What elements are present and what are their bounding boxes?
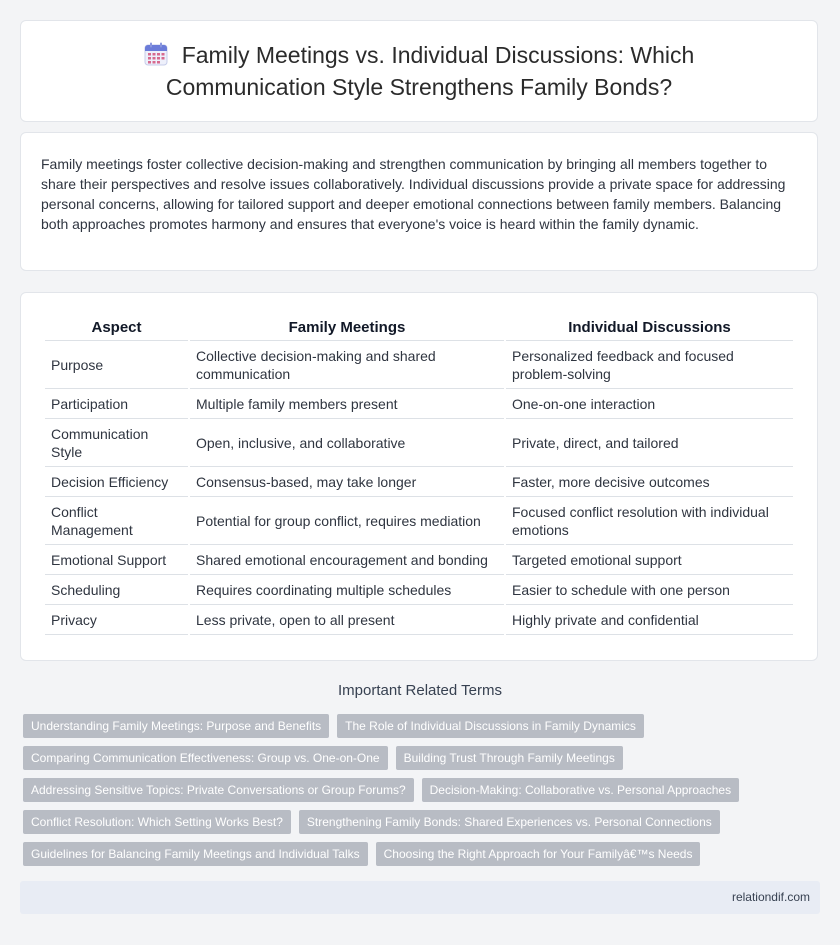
cell-aspect: Participation (45, 389, 188, 419)
cell-individual-discussions: Private, direct, and tailored (506, 419, 793, 467)
table-row (45, 497, 793, 545)
cell-family-meetings: Shared emotional encouragement and bonding (190, 545, 504, 575)
cell-individual-discussions: One-on-one interaction (506, 389, 793, 419)
cell-aspect: Decision Efficiency (45, 467, 188, 497)
cell-family-meetings: Less private, open to all present (190, 605, 504, 635)
related-term-tag[interactable]: Building Trust Through Family Meetings (396, 746, 623, 770)
table-row (45, 389, 793, 419)
cell-family-meetings: Multiple family members present (190, 389, 504, 419)
related-term-tag[interactable]: Guidelines for Balancing Family Meetings and Individual Talks (23, 842, 368, 866)
table-row (45, 575, 793, 605)
cell-aspect: Communication Style (45, 419, 188, 467)
cell-aspect: Privacy (45, 605, 188, 635)
table-header-row (45, 313, 793, 341)
header-individual-discussions: Individual Discussions (506, 313, 793, 341)
related-term-tag[interactable]: Addressing Sensitive Topics: Private Conversations or Group Forums? (23, 778, 414, 802)
related-term-tag[interactable]: Comparing Communication Effectiveness: Group vs. One-on-One (23, 746, 388, 770)
title-line-1: Family Meetings vs. Individual Discussions: Which (181, 41, 695, 68)
comparison-table-card (20, 292, 818, 661)
cell-family-meetings: Consensus-based, may take longer (190, 467, 504, 497)
cell-individual-discussions: Easier to schedule with one person (506, 575, 793, 605)
title-line-2: Communication Style Strengthens Family Bonds? (165, 73, 673, 100)
cell-family-meetings: Potential for group conflict, requires mediation (190, 497, 504, 545)
table-row (45, 467, 793, 497)
cell-family-meetings: Open, inclusive, and collaborative (190, 419, 504, 467)
related-term-tag[interactable]: Strengthening Family Bonds: Shared Experiences vs. Personal Connections (299, 810, 720, 834)
cell-aspect: Conflict Management (45, 497, 188, 545)
cell-aspect: Scheduling (45, 575, 188, 605)
intro-card (20, 132, 818, 271)
cell-individual-discussions: Focused conflict resolution with individual emotions (506, 497, 793, 545)
cell-family-meetings: Requires coordinating multiple schedules (190, 575, 504, 605)
cell-aspect: Emotional Support (45, 545, 188, 575)
related-term-tag[interactable]: Choosing the Right Approach for Your Familyâ€™s Needs (376, 842, 701, 866)
table-row (45, 605, 793, 635)
related-terms-list (23, 714, 813, 866)
header-aspect: Aspect (45, 313, 188, 341)
cell-individual-discussions: Personalized feedback and focused problem-solving (506, 341, 793, 389)
related-term-tag[interactable]: The Role of Individual Discussions in Family Dynamics (337, 714, 644, 738)
page-title (144, 41, 695, 102)
related-term-tag[interactable]: Decision-Making: Collaborative vs. Personal Approaches (422, 778, 739, 802)
table-row (45, 419, 793, 467)
header-family-meetings: Family Meetings (190, 313, 504, 341)
cell-family-meetings: Collective decision-making and shared communication (190, 341, 504, 389)
intro-paragraph: Family meetings foster collective decision-making and strengthen communication by bringing all members together to share their perspectives and resolve issues collaboratively. Individual discussions provide a private space for addressing personal concerns, allowing for tailored support and deeper emotional connections between family members. Balancing both approaches promotes harmony and ensures that everyone's voice is heard within the family dynamic. (41, 156, 786, 232)
related-terms-heading: Important Related Terms (338, 682, 502, 699)
related-term-tag[interactable]: Conflict Resolution: Which Setting Works Best? (23, 810, 291, 834)
footer-bar (20, 881, 820, 914)
calendar-icon (144, 42, 168, 73)
cell-aspect: Purpose (45, 341, 188, 389)
table-row (45, 341, 793, 389)
cell-individual-discussions: Targeted emotional support (506, 545, 793, 575)
related-term-tag[interactable]: Understanding Family Meetings: Purpose and Benefits (23, 714, 329, 738)
comparison-table (43, 313, 795, 635)
table-row (45, 545, 793, 575)
title-card (20, 20, 818, 122)
cell-individual-discussions: Faster, more decisive outcomes (506, 467, 793, 497)
cell-individual-discussions: Highly private and confidential (506, 605, 793, 635)
footer-site-link[interactable]: relationdif.com (731, 890, 810, 904)
